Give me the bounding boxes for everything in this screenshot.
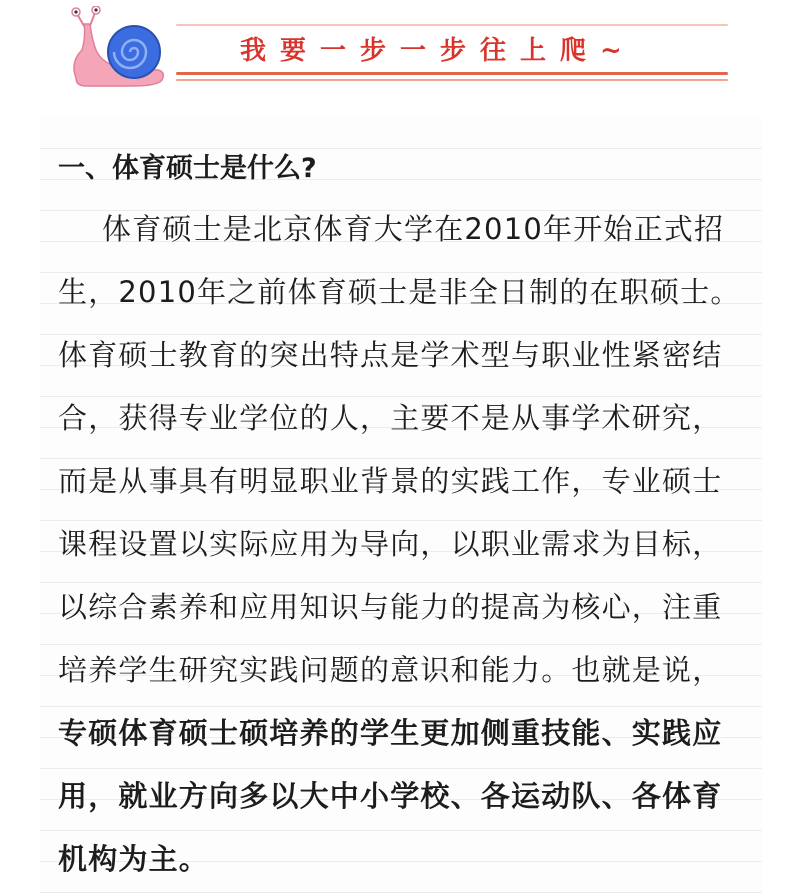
article-content [58,140,748,891]
banner-underline [176,72,728,75]
section-heading: 一、体育硕士是什么? [58,153,317,184]
header-banner [0,0,800,100]
banner-underline-secondary [176,79,728,81]
paragraph-emphasis: 专硕体育硕士硕培养的学生更加侧重技能、实践应用，就业方向多以大中小学校、各运动队、各体育机构为主。 [58,716,723,876]
section-paragraph [58,198,748,891]
paragraph-text: 体育硕士是北京体育大学在2010年开始正式招生，2010年之前体育硕士是非全日制的在职硕士。体育硕士教育的突出特点是学术型与职业性紧密结合，获得专业学位的人，主要不是从事学术研究，而是从事具有明显职业背景的实践工作，专业硕士课程设置以实际应用为导向，以职业需求为目标，以综合素养和应用知识与能力的提高为核心，注重培养学生研究实践问题的意识和能力。也就是说， [58,212,741,687]
snail-icon [62,6,172,90]
banner-top-line [176,24,728,26]
banner-title: 我要一步一步往上爬~ [240,36,636,66]
